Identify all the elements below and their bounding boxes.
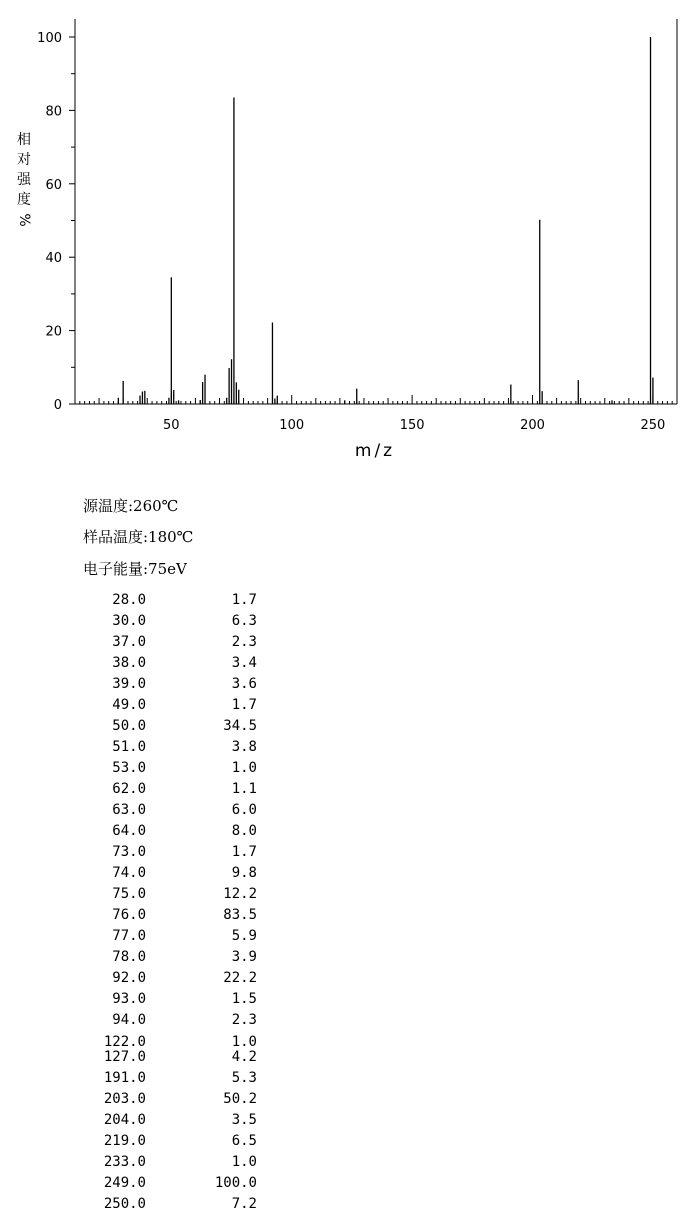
y-tick-label: 60 — [45, 177, 62, 193]
intensity-value: 3.8 — [231, 739, 257, 755]
intensity-value: 1.0 — [231, 760, 257, 776]
intensity-value: 100.0 — [214, 1175, 257, 1191]
intensity-value: 6.3 — [231, 613, 257, 629]
mz-value: 63.0 — [112, 802, 146, 818]
intensity-value: 22.2 — [223, 970, 257, 986]
mz-value: 233.0 — [103, 1154, 146, 1170]
intensity-value: 4.2 — [231, 1049, 257, 1065]
intensity-value: 1.7 — [231, 592, 257, 608]
y-axis-label-char: 度 — [17, 192, 31, 208]
mz-value: 37.0 — [112, 634, 146, 650]
intensity-value: 34.5 — [223, 718, 257, 734]
mz-value: 75.0 — [112, 886, 146, 902]
intensity-value: 5.3 — [231, 1070, 257, 1086]
x-axis-label: m/z — [354, 441, 396, 461]
x-tick-label: 150 — [399, 418, 425, 433]
mz-value: 28.0 — [112, 592, 146, 608]
y-tick-label: 0 — [53, 398, 62, 413]
mz-value: 122.0 — [103, 1034, 146, 1050]
mz-value: 51.0 — [112, 739, 146, 755]
mz-value: 30.0 — [112, 613, 146, 629]
electron-energy: 电子能量:75eV — [83, 560, 187, 578]
intensity-value: 1.1 — [231, 781, 257, 797]
mz-value: 204.0 — [103, 1112, 146, 1128]
y-axis-label-char: 强 — [17, 172, 31, 188]
mz-value: 219.0 — [103, 1133, 146, 1149]
y-axis-label — [14, 130, 34, 230]
mz-value: 76.0 — [112, 907, 146, 923]
y-tick-label: 80 — [45, 104, 62, 120]
intensity-value: 1.0 — [231, 1034, 257, 1050]
intensity-value: 1.7 — [231, 844, 257, 860]
intensity-value: 3.5 — [231, 1112, 257, 1128]
y-axis-label-char: 相 — [17, 132, 31, 148]
intensity-value: 1.5 — [231, 991, 257, 1007]
mz-value: 94.0 — [112, 1012, 146, 1028]
intensity-value: 2.3 — [231, 634, 257, 650]
mz-value: 93.0 — [112, 991, 146, 1007]
mz-value: 249.0 — [103, 1175, 146, 1191]
mz-value: 127.0 — [103, 1049, 146, 1065]
y-tick-label: 40 — [45, 251, 62, 267]
mz-value: 38.0 — [112, 655, 146, 671]
y-tick-label: 20 — [45, 324, 62, 340]
chart-ticks — [37, 31, 672, 433]
mz-value: 77.0 — [112, 928, 146, 944]
intensity-value: 8.0 — [231, 823, 257, 839]
y-axis-label-char: 对 — [17, 152, 31, 168]
intensity-value: 5.9 — [231, 928, 257, 944]
intensity-value: 9.8 — [231, 865, 257, 881]
x-tick-label: 50 — [163, 418, 180, 433]
intensity-value: 3.6 — [231, 676, 257, 692]
mz-value: 73.0 — [112, 844, 146, 860]
intensity-value: 6.5 — [231, 1133, 257, 1149]
mz-value: 92.0 — [112, 970, 146, 986]
mz-value: 250.0 — [103, 1196, 146, 1212]
x-tick-label: 100 — [279, 418, 305, 433]
mz-value: 203.0 — [103, 1091, 146, 1107]
intensity-value: 2.3 — [231, 1012, 257, 1028]
mz-value: 50.0 — [112, 718, 146, 734]
intensity-value: 3.4 — [231, 655, 257, 671]
mz-value: 74.0 — [112, 865, 146, 881]
intensity-value: 7.2 — [231, 1196, 257, 1212]
x-tick-label: 200 — [520, 418, 545, 433]
mz-value: 64.0 — [112, 823, 146, 839]
x-tick-label: 250 — [640, 418, 666, 433]
mz-value: 53.0 — [112, 760, 146, 776]
mz-value: 39.0 — [112, 676, 146, 692]
intensity-value: 12.2 — [223, 886, 257, 902]
y-axis-label-unit: % — [16, 213, 32, 227]
intensity-value: 6.0 — [231, 802, 257, 818]
intensity-value: 1.0 — [231, 1154, 257, 1170]
y-tick-label: 100 — [37, 31, 62, 46]
source-temperature: 源温度:260℃ — [83, 497, 179, 515]
intensity-value: 83.5 — [223, 907, 257, 923]
mz-value: 78.0 — [112, 949, 146, 965]
intensity-value: 3.9 — [231, 949, 257, 965]
mz-value: 191.0 — [103, 1070, 146, 1086]
intensity-value: 1.7 — [231, 697, 257, 713]
sample-temperature: 样品温度:180℃ — [83, 528, 194, 546]
mz-value: 49.0 — [112, 697, 146, 713]
mass-spectrum-chart — [0, 0, 687, 470]
chart-bars — [118, 37, 653, 404]
intensity-value: 50.2 — [223, 1091, 257, 1107]
chart-axes — [75, 19, 677, 404]
mz-value: 62.0 — [112, 781, 146, 797]
